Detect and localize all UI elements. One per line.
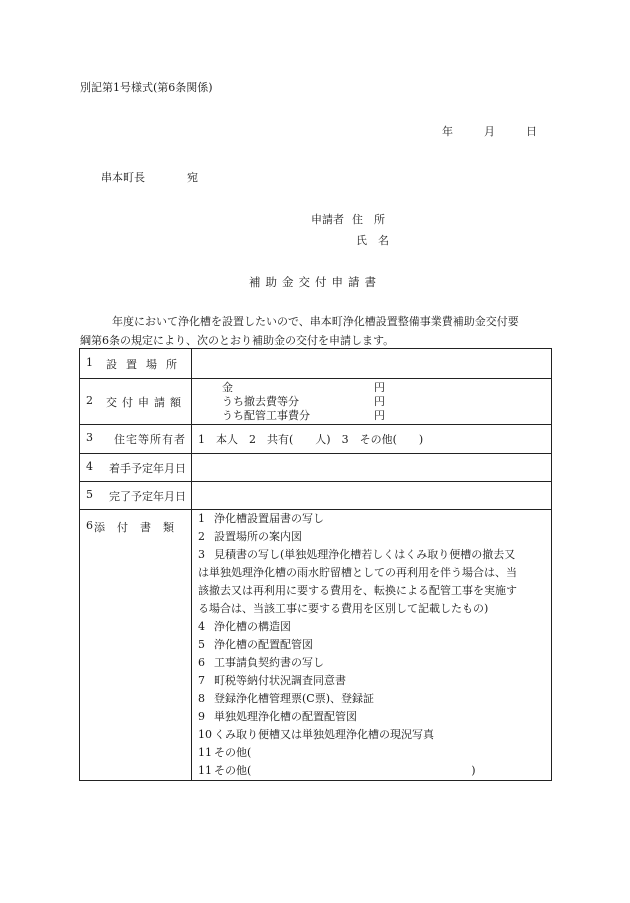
item-number: 3 xyxy=(198,548,205,561)
list-item xyxy=(198,708,551,726)
item-text: 単独処理浄化槽の配置配管図 xyxy=(214,710,357,723)
label-cell xyxy=(80,425,192,454)
row-label: 設置場所 xyxy=(106,357,186,371)
list-item-continuation: は単独処理浄化槽の雨水貯留槽としての再利用を伴う場合は、当 xyxy=(198,566,517,579)
item-text: 浄化槽の構造図 xyxy=(214,620,291,633)
list-item xyxy=(198,672,551,690)
item-text: 工事請負契約書の写し xyxy=(214,656,324,669)
row-number: 6 xyxy=(86,519,93,532)
amount-removal xyxy=(198,395,551,409)
addressee xyxy=(101,172,198,183)
yen-unit: 円 xyxy=(374,380,385,394)
list-item xyxy=(198,510,551,528)
addressee-name: 串本町長 xyxy=(101,171,145,184)
label-cell xyxy=(80,379,192,425)
item-number: 2 xyxy=(198,530,205,543)
list-item-continuation: る場合は、当該工事に要する費用を区別して記載したもの) xyxy=(198,602,489,615)
item-text: その他( xyxy=(214,746,252,759)
table-row-location xyxy=(80,349,552,379)
row-number: 4 xyxy=(86,459,93,473)
amount-removal-label: うち撤去費等分 xyxy=(222,394,299,408)
item-number: 11 xyxy=(198,746,212,759)
application-table xyxy=(79,348,552,781)
applicant-label: 申請者 xyxy=(311,213,344,226)
label-cell xyxy=(80,349,192,379)
list-item xyxy=(198,528,551,546)
label-cell xyxy=(80,510,192,781)
item-number: 6 xyxy=(198,656,205,669)
item-text: 設置場所の案内図 xyxy=(214,530,302,543)
item-number: 7 xyxy=(198,674,205,687)
applicant-name xyxy=(356,235,389,246)
list-item xyxy=(198,654,551,672)
date-month: 月 xyxy=(484,125,495,138)
item-text: 町税等納付状況調査同意書 xyxy=(214,674,346,687)
item-number: 11 xyxy=(198,764,212,777)
yen-unit: 円 xyxy=(374,408,385,422)
row-number: 5 xyxy=(86,487,93,501)
list-item xyxy=(198,744,551,762)
row-label: 完了予定年月日 xyxy=(109,489,186,503)
table-row-owner xyxy=(80,425,552,454)
item-text: その他( xyxy=(214,764,252,777)
end-date-value[interactable] xyxy=(192,482,552,510)
item-text: くみ取り便槽又は単独処理浄化槽の現況写真 xyxy=(214,728,434,741)
item-number: 4 xyxy=(198,620,205,633)
item-number: 5 xyxy=(198,638,205,651)
body-text xyxy=(80,312,552,350)
attachments-list xyxy=(192,510,552,781)
list-item xyxy=(198,636,551,654)
start-date-value[interactable] xyxy=(192,454,552,482)
item-text-close: ) xyxy=(471,764,476,777)
label-cell xyxy=(80,454,192,482)
list-item xyxy=(198,762,551,780)
owner-value[interactable]: 1 本人 2 共有( 人) 3 その他( ) xyxy=(192,425,552,454)
amount-piping xyxy=(198,409,551,423)
form-number: 別記第1号様式(第6条関係) xyxy=(80,81,213,94)
amount-value[interactable] xyxy=(192,379,552,425)
date-year: 年 xyxy=(442,125,453,138)
list-item xyxy=(198,726,551,744)
name-label: 氏 名 xyxy=(356,234,389,247)
list-item xyxy=(198,546,551,564)
row-label: 住宅等所有者 xyxy=(114,433,186,446)
item-text: 見積書の写し(単独処理浄化槽若しくはくみ取り便槽の撤去又 xyxy=(214,548,516,561)
list-item xyxy=(198,690,551,708)
item-text: 浄化槽の配置配管図 xyxy=(214,638,313,651)
location-value[interactable] xyxy=(192,349,552,379)
body-line-1: 年度において浄化槽を設置したいので、串本町浄化槽設置整備事業費補助金交付要 xyxy=(112,315,519,328)
item-text: 登録浄化槽管理票(C票)、登録証 xyxy=(214,692,374,705)
body-line-2: 綱第6条の規定により、次のとおり補助金の交付を申請します。 xyxy=(80,334,395,347)
item-number: 1 xyxy=(198,512,205,525)
item-text: 浄化槽設置届書の写し xyxy=(214,512,324,525)
row-label: 添付書類 xyxy=(94,521,186,534)
date-day: 日 xyxy=(526,125,537,138)
table-row-end-date xyxy=(80,482,552,510)
table-row-start-date xyxy=(80,454,552,482)
row-number: 2 xyxy=(86,393,93,407)
addressee-suffix: 宛 xyxy=(187,171,198,184)
date-line xyxy=(442,126,537,137)
address-label: 住 所 xyxy=(352,213,385,226)
amount-total-label: 金 xyxy=(222,380,233,394)
item-number: 9 xyxy=(198,710,205,723)
item-number: 10 xyxy=(198,728,212,741)
row-label: 着手予定年月日 xyxy=(109,461,186,475)
document-title: 補助金交付申請書 xyxy=(249,275,381,289)
amount-total xyxy=(198,381,551,395)
item-number: 8 xyxy=(198,692,205,705)
list-item-continuation: 該撤去又は再利用に要する費用を、転換による配管工事を実施す xyxy=(198,584,517,597)
yen-unit: 円 xyxy=(374,394,385,408)
table-row-attachments xyxy=(80,510,552,781)
row-number: 3 xyxy=(86,431,93,444)
amount-piping-label: うち配管工事費分 xyxy=(222,408,310,422)
list-item xyxy=(198,618,551,636)
row-label: 交付申請額 xyxy=(106,395,186,409)
label-cell xyxy=(80,482,192,510)
table-row-amount xyxy=(80,379,552,425)
applicant-address xyxy=(311,214,385,225)
row-number: 1 xyxy=(86,355,93,369)
